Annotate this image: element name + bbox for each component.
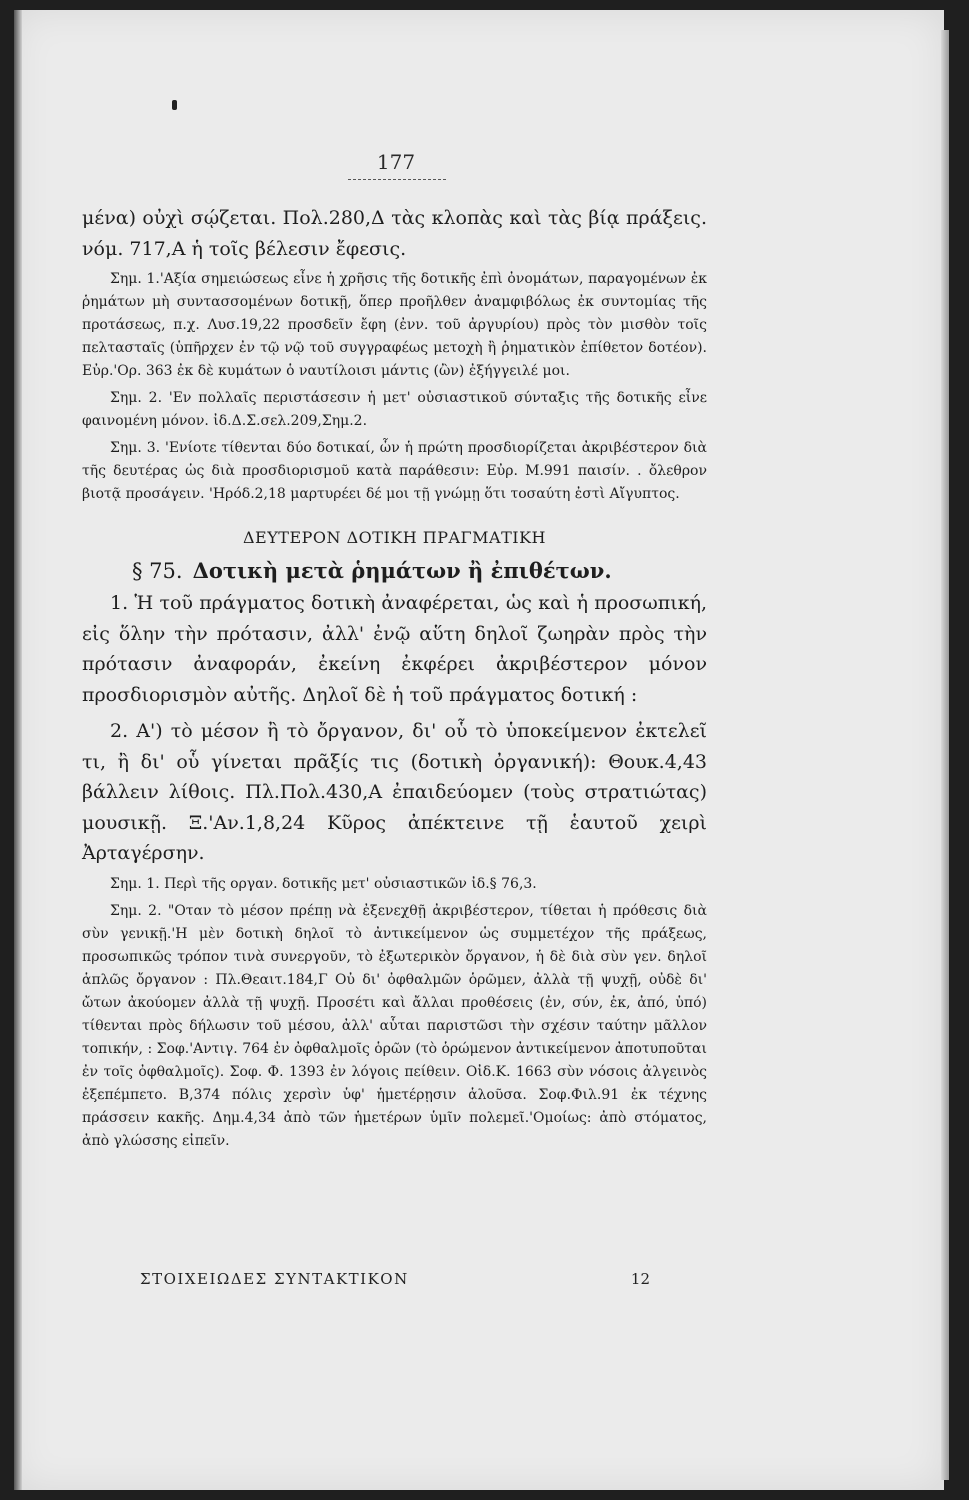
- page-number: 177: [376, 150, 416, 174]
- note-3: Σημ. 3. 'Ενίοτε τίθενται δύο δοτικαί, ὧν ἡ πρώτη προσδιορίζεται ἀκριβέστερον διὰ τῆς δευτέρας ὡς διὰ προσδιορισμοῦ κατὰ παράθεσιν: Εὐρ. Μ.991 παισίν. . ὄλεθρον βιοτᾷ προσάγειν. 'Ηρόδ.2,18 μαρτυρέει δέ μοι τῇ γνώμῃ ὅτι τοσαύτη ἐστὶ Αἴγυπτος.: [82, 440, 707, 502]
- page-body: [82, 203, 707, 1153]
- section-note-2: Σημ. 2. "Οταν τὸ μέσον πρέπῃ νὰ ἐξενεχθῇ ἀκριβέστερον, τίθεται ἡ πρόθεσις διὰ σὺν γενικῇ.'Η μὲν δοτικὴ δηλοῖ τὸ ἀντικείμενον ὡς συμμετέχον τῆς πράξεως, προσωπικῶς τρόπον τινὰ συνεργοῦν, τὸ ἐξωτερικὸν ὄργανον, ἡ δὲ διὰ σὺν γεν. δηλοῖ ἁπλῶς ὄργανον : Πλ.Θεαιτ.184,Γ Οὐ δι' ὀφθαλμῶν ὁρῶμεν, ἀλλὰ τῇ ψυχῇ, οὐδὲ δι' ὤτων ἀκούομεν ἀλλὰ τῇ ψυχῇ. Προσέτι καὶ ἄλλαι προθέσεις (ἐν, σύν, ἐκ, ἀπό, ὑπό) τίθενται πρὸς δήλωσιν τοῦ μέσου, ἀλλ' αὗται παριστῶσι τὴν σχέσιν ταύτην μᾶλλον τοπικήν, : Σοφ.'Αντιγ. 764 ἐν ὀφθαλμοῖς ὁρῶν (τὸ ὁρώμενον ἀντικείμενον ἀποτυποῦται ἐν τοῖς ὀφθαλμοῖς). Σοφ. Φ. 1393 ἐν λόγοις πείθειν. Οἰδ.Κ. 1663 σὺν νόσοις ἀλγεινὸς ἐξεπέμπετο. Β,374 πόλις χερσὶν ὑφ' ἡμετέρῃσιν ἁλοῦσα. Σοφ.Φιλ.91 ἐκ τέχνης πράσσειν κακῆς. Δημ.4,34 ἀπὸ τῶν ἡμετέρων ὑμῖν πολεμεῖ.'Ομοίως: ἀπὸ στόματος, ἀπὸ γλώσσης εἰπεῖν.: [82, 902, 707, 1149]
- page-right-edge: [941, 30, 949, 1480]
- section-paragraph-2: 2. Α') τὸ μέσον ἢ τὸ ὄργανον, δι' οὗ τὸ ὑποκείμενον ἐκτελεῖ τι, ἢ δι' οὗ γίνεται πρᾶξίς τις (δοτικὴ ὀργανική): Θουκ.4,43 βάλλειν λίθοις. Πλ.Πολ.430,Α ἐπαιδεύομεν (τοὺς στρατιώτας) μουσικῇ. Ξ.'Αν.1,8,24 Κῦρος ἀπέκτεινε τῇ ἑαυτοῦ χειρὶ Ἀρταγέρσην.: [82, 720, 707, 864]
- section-number: § 75.: [132, 559, 183, 583]
- section-heading: [82, 554, 707, 588]
- section-paragraph-1: 1. Ἡ τοῦ πράγματος δοτικὴ ἀναφέρεται, ὡς καὶ ἡ προσωπική, εἰς ὅλην τὴν πρότασιν, ἀλλ' ἐνῷ αὕτη δηλοῖ ζωηρὰν πρὸς τὴν πρότασιν ἀναφοράν, ἐκείνη ἐκφέρει ἀκριβέστερον μόνον προσδιορισμὸν αὐτῆς. Δηλοῖ δὲ ἡ τοῦ πράγματος δοτική :: [82, 592, 707, 706]
- ink-speck: [172, 100, 177, 110]
- page-left-edge: [14, 10, 22, 1490]
- paragraph-continuation: μένα) οὐχὶ σῴζεται. Πολ.280,Δ τὰς κλοπὰς καὶ τὰς βίᾳ πράξεις. νόμ. 717,Α ἡ τοῖς βέλεσιν ἔφεσις.: [82, 207, 707, 260]
- page-footer: [140, 1270, 650, 1288]
- signature-mark: 12: [630, 1270, 650, 1288]
- section-title: Δοτικὴ μετὰ ῥημάτων ἢ ἐπιθέτων.: [192, 558, 612, 583]
- note-1: Σημ. 1.'Αξία σημειώσεως εἶνε ἡ χρῆσις τῆς δοτικῆς ἐπὶ ὀνομάτων, παραγομένων ἐκ ῥημάτων μὴ συντασσομένων δοτικῇ, ὅπερ προῆλθεν ἀναμφιβόλως ἐκ συντομίας τῆς προτάσεως, π.χ. Λυσ.19,22 προσδεῖν ἔφη (ἐνν. τοῦ ἀργυρίου) πρὸς τὸν μισθὸν τοῖς πελτασταῖς (ὑπῆρχεν ἐν τῷ νῷ τοῦ συγγραφέως μετοχὴ ἢ ῥηματικὸν ἐπίθετον δοτέον). Εὐρ.'Ορ. 363 ἐκ δὲ κυμάτων ὁ ναυτίλοισι μάντις (ὢν) ἐξήγγειλέ μοι.: [82, 271, 707, 379]
- section-note-1: Σημ. 1. Περὶ τῆς οργαν. δοτικῆς μετ' οὐσιαστικῶν ἰδ.§ 76,3.: [110, 875, 537, 892]
- note-2: Σημ. 2. 'Εν πολλαῖς περιστάσεσιν ἡ μετ' οὐσιαστικοῦ σύνταξις τῆς δοτικῆς εἶνε φαινομένη μόνον. ἰδ.Δ.Σ.σελ.209,Σημ.2.: [82, 390, 707, 429]
- section-group-heading: ΔΕΥΤΕΡΟΝ ΔΟΤΙΚΗ ΠΡΑΓΜΑΤΙΚΗ: [243, 528, 546, 547]
- page-number-rule: [348, 179, 446, 180]
- footer-title: ΣΤΟΙΧΕΙΩΔΕΣ ΣΥΝΤΑΚΤΙΚΟΝ: [140, 1270, 409, 1288]
